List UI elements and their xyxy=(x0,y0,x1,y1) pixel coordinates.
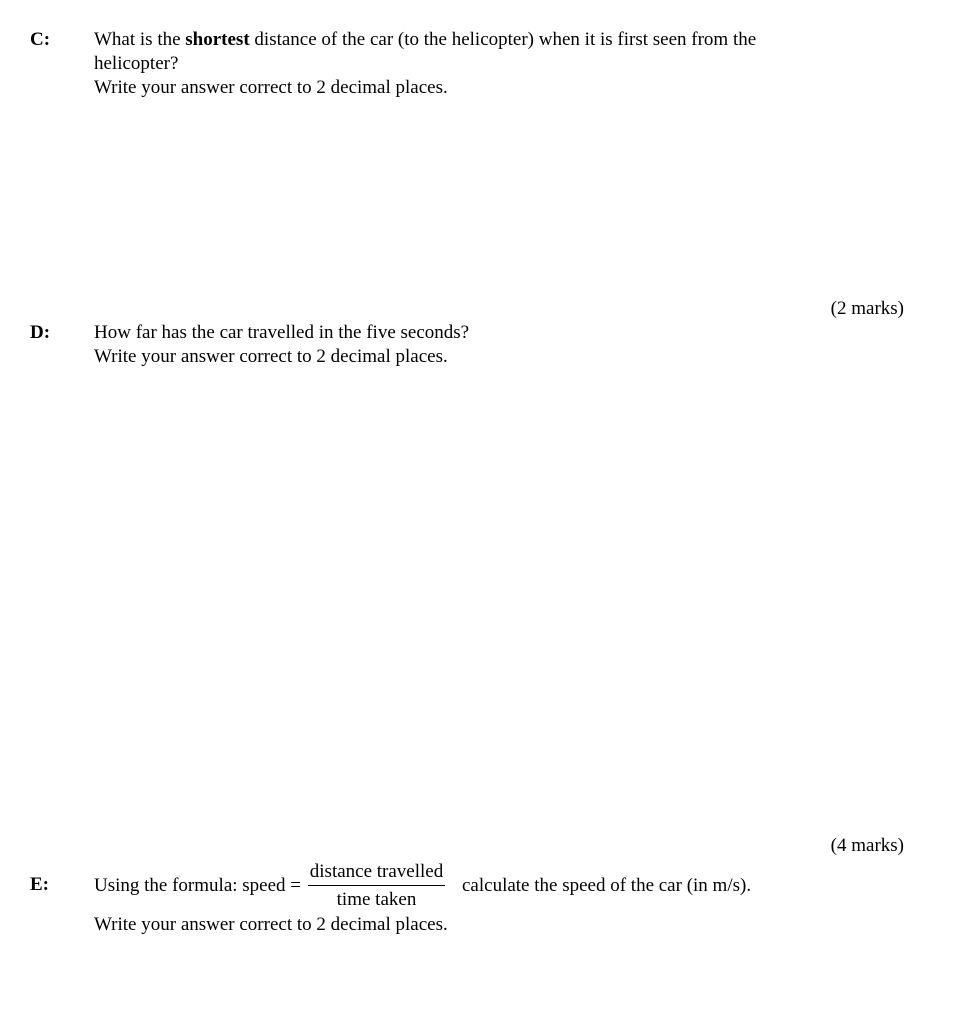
fraction-denominator: time taken xyxy=(336,888,417,910)
question-d-text xyxy=(94,321,894,369)
speed-fraction xyxy=(308,861,445,911)
formula-after: calculate the speed of the car (in m/s). xyxy=(461,875,752,896)
question-c-emphasis: shortest xyxy=(185,29,250,50)
question-c-marks: (2 marks) xyxy=(830,298,904,319)
question-d-line-2: Write your answer correct to 2 decimal places. xyxy=(94,346,448,367)
fraction-numerator: distance travelled xyxy=(308,861,445,886)
question-e-label: E: xyxy=(30,874,49,895)
question-c-line-3: Write your answer correct to 2 decimal places. xyxy=(94,77,448,98)
question-c-text xyxy=(94,28,894,100)
question-c-line-1 xyxy=(94,28,894,52)
question-d-line-1: How far has the car travelled in the five seconds? xyxy=(94,322,470,343)
question-e-line-2: Write your answer correct to 2 decimal places. xyxy=(94,914,448,935)
question-e-text xyxy=(94,860,894,920)
question-c-line-1-post: distance of the car (to the helicopter) when it is first seen from the xyxy=(249,29,757,50)
question-e-formula-line xyxy=(94,860,894,912)
formula-intro: Using the formula: speed = xyxy=(94,875,302,896)
question-c-line-1-pre: What is the xyxy=(94,29,186,50)
question-d-marks: (4 marks) xyxy=(830,835,904,856)
question-c-line-2: helicopter? xyxy=(94,53,179,74)
question-e-instruction xyxy=(94,913,894,937)
question-d-label: D: xyxy=(30,322,51,343)
question-c-label: C: xyxy=(30,29,51,50)
